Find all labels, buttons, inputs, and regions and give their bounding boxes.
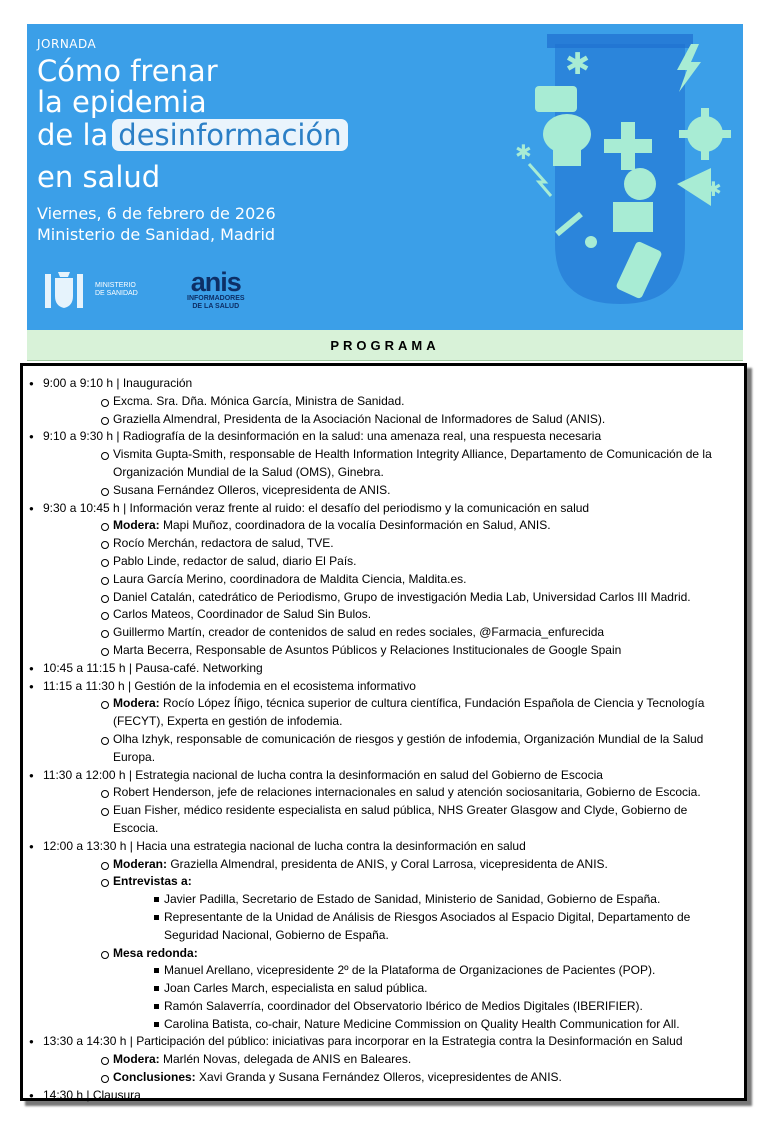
- schedule-speaker: [29, 784, 744, 802]
- schedule-item: [29, 660, 744, 678]
- speaker-text: Marta Becerra, Responsable de Asuntos Públicos y Relaciones Institucionales de Google Spain: [113, 642, 622, 657]
- title-highlight: desinformación: [112, 119, 347, 151]
- programa-bar: [27, 330, 743, 361]
- speaker-role-label: Conclusiones:: [113, 1070, 196, 1085]
- schedule-participant: Carolina Batista, co-chair, Nature Medicine Commission on Quality Health Communication for All.: [29, 1016, 744, 1034]
- ministerio-logo-text: [95, 282, 138, 298]
- schedule-speaker: [29, 606, 744, 624]
- schedule-item-heading: ● 9:00 a 9:10 h | Inauguración: [29, 375, 744, 393]
- speaker-text: Vismita Gupta-Smith, responsable de Health Information Integrity Alliance, Departamento de Comunicación de la Organización Mundial de la Salud (OMS), Ginebra.: [113, 447, 712, 479]
- schedule-speaker: [29, 571, 744, 589]
- schedule-item-heading: ● 11:15 a 11:30 h | Gestión de la infodemia en el ecosistema informativo: [29, 678, 744, 696]
- asterisk-icon: ✱: [565, 47, 591, 82]
- speaker-text: Rocío López Íñigo, técnica superior de cultura científica, Fundación Española de Ciencia y Tecnología (FECYT), Experta en gestión de infodemia.: [113, 696, 705, 729]
- schedule-speaker: [29, 446, 744, 482]
- schedule-speaker: [29, 731, 744, 767]
- speaker-text: Robert Henderson, jefe de relaciones internacionales en salud y atención sociosanitaria, Gobierno de Escocia.: [113, 785, 701, 800]
- speaker-role-label: Entrevistas a:: [113, 874, 192, 889]
- schedule-item: [29, 500, 744, 660]
- speaker-text: Graziella Almendral, presidenta de ANIS, y Coral Larrosa, vicepresidenta de ANIS.: [167, 856, 608, 871]
- schedule-speaker: [29, 393, 744, 411]
- schedule-participant: Representante de la Unidad de Análisis de Riesgos Asociados al Espacio Digital, Departamento de Seguridad Nacional, Gobierno de España.: [29, 909, 744, 945]
- speaker-role-label: Modera:: [113, 1052, 160, 1067]
- title-prefix: de la: [37, 118, 109, 152]
- speaker-text: Daniel Catalán, catedrático de Periodismo, Grupo de investigación Media Lab, Universidad Carlos III Madrid.: [113, 589, 691, 604]
- anis-logo: [187, 269, 245, 311]
- ministerio-line-1: MINISTERIO: [95, 282, 136, 289]
- event-banner: [27, 24, 743, 330]
- pill-icon: [585, 236, 597, 248]
- schedule-item: [29, 678, 744, 767]
- speaker-text: Guillermo Martín, creador de contenidos de salud en redes sociales, @Farmacia_enfurecida: [113, 625, 605, 640]
- coat-of-arms-icon: [41, 268, 87, 314]
- schedule-speaker: [29, 553, 744, 571]
- speaker-text: Marlén Novas, delegada de ANIS en Baleares.: [159, 1052, 412, 1067]
- schedule-speaker: [29, 856, 744, 874]
- schedule-item: [29, 375, 744, 428]
- program-list: [20, 363, 747, 1101]
- schedule-item-heading: ● 10:45 a 11:15 h | Pausa-café. Networking: [29, 660, 744, 678]
- schedule-speaker: [29, 642, 744, 660]
- schedule-item: [29, 1087, 744, 1105]
- face-icon: [624, 168, 656, 200]
- schedule-item: [29, 838, 744, 1034]
- event-title-line-2: la epidemia: [37, 85, 207, 119]
- document-icon: [613, 202, 653, 232]
- speaker-text: Pablo Linde, redactor de salud, diario El País.: [113, 553, 357, 568]
- schedule-item-heading: ● 12:00 a 13:30 h | Hacia una estrategia nacional de lucha contra la desinformación en salud: [29, 838, 744, 856]
- schedule-participant: Joan Carles March, especialista en salud pública.: [29, 980, 744, 998]
- speaker-text: Xavi Granda y Susana Fernández Olleros, vicepresidentes de ANIS.: [195, 1070, 562, 1085]
- speaker-text: Euan Fisher, médico residente especialista en salud pública, NHS Greater Glasgow and Clyde, Gobierno de Escocia.: [113, 803, 688, 835]
- speaker-text: Rocío Merchán, redactora de salud, TVE.: [113, 536, 334, 551]
- schedule-speaker: [29, 873, 744, 891]
- anis-sub-line-1: INFORMADORES: [187, 295, 245, 302]
- schedule-speaker: [29, 589, 744, 607]
- ministerio-line-2: DE SANIDAD: [95, 290, 138, 297]
- schedule-speaker: [29, 945, 744, 963]
- schedule-speaker: [29, 517, 744, 535]
- speaker-text: Graziella Almendral, Presidenta de la Asociación Nacional de Informadores de Salud (ANIS).: [113, 411, 606, 426]
- schedule-participant: Javier Padilla, Secretario de Estado de Sanidad, Ministerio de Sanidad, Gobierno de España.: [29, 891, 744, 909]
- asterisk-icon-3: ✱: [705, 177, 722, 201]
- event-date: Viernes, 6 de febrero de 2026: [37, 204, 276, 223]
- schedule-speaker: [29, 624, 744, 642]
- speaker-text: Mapi Muñoz, coordinadora de la vocalía Desinformación en Salud, ANIS.: [159, 518, 551, 533]
- schedule-item-heading: ● 14:30 h | Clausura: [29, 1087, 744, 1105]
- schedule-item-heading: ● 13:30 a 14:30 h | Participación del público: iniciativas para incorporar en la Estrategia contra la Desinformación en Salud: [29, 1033, 744, 1051]
- schedule-speaker: [29, 802, 744, 838]
- schedule-item-heading: ● 9:30 a 10:45 h | Información veraz frente al ruido: el desafío del periodismo y la comunicación en salud: [29, 500, 744, 518]
- schedule-item: [29, 767, 744, 838]
- schedule-speaker: [29, 695, 744, 731]
- schedule-speaker: [29, 482, 744, 500]
- schedule-speaker: [29, 535, 744, 553]
- speaker-text: Olha Izhyk, responsable de comunicación de riesgos y gestión de infodemia, Organización Mundial de la Salud Europa.: [113, 731, 704, 764]
- schedule-item-heading: ● 11:30 a 12:00 h | Estrategia nacional de lucha contra la desinformación en salud del Gobierno de Escocia: [29, 767, 744, 785]
- speaker-text: Susana Fernández Olleros, vicepresidenta de ANIS.: [113, 482, 391, 497]
- event-title-line-3: [37, 119, 348, 151]
- speaker-role-label: Modera:: [113, 518, 160, 533]
- speaker-text: Excma. Sra. Dña. Mónica García, Ministra de Sanidad.: [113, 393, 405, 408]
- schedule-participant: Ramón Salaverría, coordinador del Observatorio Ibérico de Medios Digitales (IBERIFIER).: [29, 998, 744, 1016]
- anis-sub-line-2: DE LA SALUD: [192, 303, 240, 310]
- gear-icon: [679, 108, 731, 160]
- schedule-speaker: [29, 1051, 744, 1069]
- speaker-text: Laura García Merino, coordinadora de Maldita Ciencia, Maldita.es.: [113, 571, 467, 586]
- lightning-icon-2: [529, 164, 551, 196]
- schedule-item: [29, 428, 744, 499]
- event-place: Ministerio de Sanidad, Madrid: [37, 225, 276, 244]
- speaker-text: Carlos Mateos, Coordinador de Salud Sin Bulos.: [113, 607, 372, 622]
- event-title-line-1: Cómo frenar: [37, 54, 218, 88]
- anis-wordmark: anis: [190, 267, 241, 297]
- schedule-item-heading: ● 9:10 a 9:30 h | Radiografía de la desinformación en la salud: una amenaza real, una respuesta necesaria: [29, 428, 744, 446]
- test-tube-illustration: [467, 24, 743, 330]
- event-eyebrow: JORNADA: [37, 37, 97, 51]
- speaker-role-label: Modera:: [113, 696, 160, 711]
- schedule-speaker: [29, 1069, 744, 1087]
- asterisk-icon-2: ✱: [515, 140, 532, 164]
- anis-subtitle: [187, 295, 245, 311]
- schedule-participant: Manuel Arellano, vicepresidente 2º de la Plataforma de Organizaciones de Pacientes (POP).: [29, 962, 744, 980]
- schedule-item: [29, 1033, 744, 1086]
- programa-title: PROGRAMA: [330, 337, 440, 353]
- speaker-role-label: Moderan:: [113, 856, 167, 871]
- schedule-speaker: [29, 411, 744, 429]
- speaker-role-label: Mesa redonda:: [113, 945, 198, 960]
- chat-icon: [535, 86, 577, 112]
- event-title-line-4: en salud: [37, 160, 161, 194]
